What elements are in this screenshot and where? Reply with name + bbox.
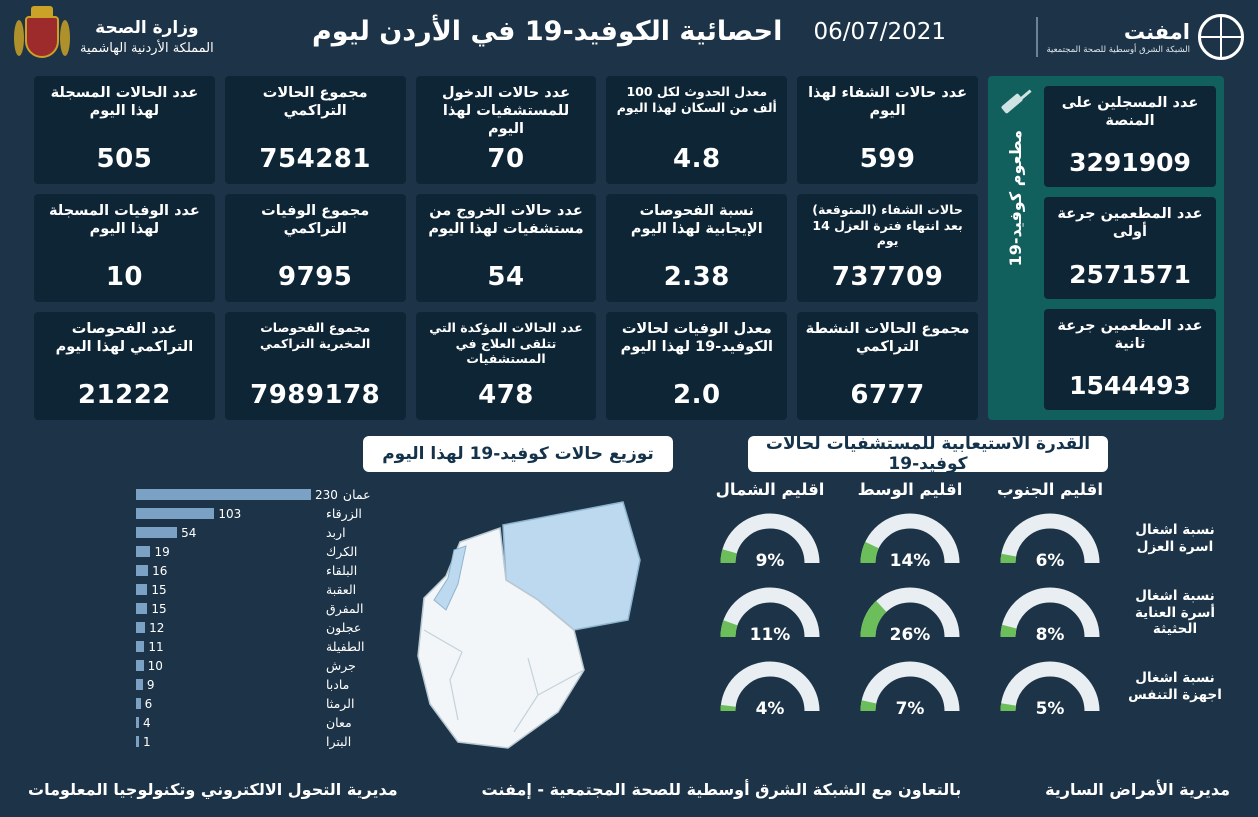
bar-track	[136, 716, 321, 730]
bar-track	[136, 564, 321, 578]
kpi-value: 4.8	[673, 144, 721, 174]
bar-category-label: عمان	[342, 487, 371, 502]
bar-value-label: 10	[147, 658, 163, 673]
bar-row	[136, 505, 386, 522]
vaccine-value: 3291909	[1069, 148, 1191, 178]
kpi-card	[606, 312, 787, 420]
bar-value-label: 1	[143, 734, 151, 749]
bar-fill	[136, 622, 145, 633]
kpi-card	[416, 76, 597, 184]
bar-row	[136, 657, 386, 674]
capacity-row	[700, 653, 1230, 721]
bar-value-label: 16	[152, 563, 168, 578]
bar-row	[136, 581, 386, 598]
bar-category-label: الرمثا	[326, 696, 355, 711]
kpi-label: عدد حالات الشفاء لهذا اليوم	[808, 85, 968, 120]
capacity-gauge	[991, 505, 1109, 573]
bar-track	[136, 507, 321, 521]
bar-value-label: 15	[151, 601, 167, 616]
bar-track	[136, 640, 321, 654]
bar-track	[136, 488, 338, 502]
bar-fill	[136, 717, 139, 728]
bar-category-label: البلقاء	[326, 563, 358, 578]
bar-category-label: البترا	[326, 734, 352, 749]
kpi-card	[416, 194, 597, 302]
gauge-value: 6%	[1035, 551, 1065, 571]
kpi-card	[797, 194, 978, 302]
kpi-value: 70	[487, 144, 525, 174]
region-header: اقليم الجنوب	[996, 480, 1104, 499]
gauge-value: 5%	[1035, 699, 1065, 719]
kpi-card	[225, 312, 406, 420]
bar-row	[136, 600, 386, 617]
kpi-label: عدد حالات الدخول للمستشفيات لهذا اليوم	[441, 85, 570, 138]
bar-value-label: 12	[149, 620, 165, 635]
capacity-gauge	[851, 579, 969, 647]
bar-category-label: جرش	[326, 658, 356, 673]
kpi-value: 599	[859, 144, 916, 174]
bar-track	[136, 602, 321, 616]
gauge-value: 26%	[889, 625, 931, 645]
bar-row	[136, 676, 386, 693]
kpi-value: 6777	[850, 380, 925, 410]
capacity-row-label: نسبة اشغال اجهزة التنفس	[1128, 670, 1222, 703]
bar-fill	[136, 565, 148, 576]
kpi-column-4	[606, 76, 787, 420]
gauge-cell	[840, 505, 980, 573]
gauge-value: 4%	[755, 699, 785, 719]
kpi-value: 10	[105, 262, 143, 292]
brand-name: امفنت	[1123, 19, 1190, 44]
vaccine-label: عدد المطعمين جرعة ثانية	[1057, 317, 1203, 352]
capacity-gauge	[711, 579, 829, 647]
capacity-gauge	[711, 505, 829, 573]
bar-category-label: الطفيلة	[326, 639, 365, 654]
kpi-value: 754281	[259, 144, 371, 174]
logo-divider	[1036, 17, 1038, 57]
governorate-bar-chart	[136, 486, 386, 771]
kpi-label: حالات الشفاء (المتوقعة) بعد انتهاء فترة العزل 14 يوم	[812, 202, 963, 249]
report-date: 06/07/2021	[813, 18, 947, 45]
bar-category-label: العقبة	[326, 582, 357, 597]
bar-row	[136, 524, 386, 541]
emphnet-logo	[1036, 14, 1244, 60]
capacity-row	[700, 505, 1230, 573]
kpi-card	[34, 312, 215, 420]
kpi-value: 478	[478, 380, 534, 410]
kpi-label: مجموع الحالات التراكمي	[262, 85, 368, 120]
capacity-section-title: القدرة الاستيعابية للمستشفيات لحالات كوفيد-19	[748, 436, 1108, 472]
bar-category-label: اربد	[326, 525, 346, 540]
bar-category-label: مادبا	[326, 677, 350, 692]
vaccine-side-label: مطعوم كوفيد-19	[1006, 130, 1026, 267]
region-header: اقليم الشمال	[715, 480, 825, 499]
capacity-row	[700, 579, 1230, 647]
kpi-label: مجموع الوفيات التراكمي	[261, 203, 370, 238]
capacity-header-row	[700, 480, 1230, 499]
footer-left: مديرية التحول الالكتروني وتكنولوجيا المعلومات	[28, 779, 398, 799]
kpi-label: مجموع الحالات النشطة التراكمي	[805, 321, 970, 356]
kpi-card	[34, 76, 215, 184]
bar-fill	[136, 584, 147, 595]
kpi-value: 21222	[77, 380, 171, 410]
capacity-gauge	[991, 653, 1109, 721]
gauge-value: 8%	[1035, 625, 1065, 645]
capacity-row-label: نسبة اشغال أسرة العناية الحثيثة	[1134, 587, 1216, 638]
bar-fill	[136, 698, 141, 709]
gauge-value: 9%	[755, 551, 785, 571]
kpi-card	[225, 194, 406, 302]
bar-value-label: 9	[146, 677, 155, 692]
bar-value-label: 6	[144, 696, 153, 711]
gauge-cell	[980, 653, 1120, 721]
kpi-column-5	[797, 76, 978, 420]
bar-fill	[136, 527, 177, 538]
kpi-card	[225, 76, 406, 184]
vaccine-card	[1044, 86, 1216, 187]
bar-value-label: 230	[315, 487, 338, 502]
kpi-label: عدد الوفيات المسجلة لهذا اليوم	[48, 203, 200, 238]
vaccine-card	[1044, 309, 1216, 410]
bar-value-label: 4	[143, 715, 151, 730]
bar-track	[136, 526, 321, 540]
bar-row	[136, 695, 386, 712]
brand-subtitle: الشبكة الشرق أوسطية للصحة المجتمعية	[1046, 44, 1190, 55]
jordan-crest-icon	[14, 6, 70, 68]
gauge-cell	[700, 505, 840, 573]
gauge-value: 7%	[895, 699, 925, 719]
bar-fill	[136, 508, 214, 519]
bar-category-label: معان	[326, 715, 352, 730]
gauge-value: 11%	[749, 625, 791, 645]
bar-fill	[136, 546, 150, 557]
kpi-value: 505	[96, 144, 153, 174]
bar-fill	[136, 489, 311, 500]
footer-center: بالتعاون مع الشبكة الشرق أوسطية للصحة المجتمعية - إمفنت	[481, 779, 962, 799]
bar-value-label: 19	[154, 544, 170, 559]
bar-value-label: 15	[151, 582, 167, 597]
bar-row	[136, 714, 386, 731]
bar-track	[136, 621, 321, 635]
kpi-column-2	[225, 76, 406, 420]
syringe-icon	[999, 90, 1033, 124]
bar-row	[136, 638, 386, 655]
bar-row	[136, 733, 386, 750]
kpi-value: 737709	[831, 262, 944, 292]
jordan-map	[388, 480, 678, 780]
ministry-name: وزارة الصحة	[95, 17, 199, 38]
kpi-label: معدل الوفيات لحالات الكوفيد-19 لهذا اليوم	[620, 321, 774, 356]
kpi-card	[34, 194, 215, 302]
kpi-card	[416, 312, 597, 420]
kpi-value: 9795	[278, 262, 353, 292]
kpi-value: 54	[487, 262, 525, 292]
kpi-label: عدد الحالات المؤكدة التي تتلقى العلاج في المستشفيات	[429, 320, 583, 367]
bar-row	[136, 619, 386, 636]
bar-value-label: 54	[181, 525, 197, 540]
distribution-section-title: توزيع حالات كوفيد-19 لهذا اليوم	[363, 436, 673, 472]
title-text: احصائية الكوفيد-19 في الأردن ليوم	[311, 16, 783, 47]
vaccine-value: 2571571	[1069, 259, 1191, 289]
kingdom-name: المملكة الأردنية الهاشمية	[80, 40, 214, 56]
bar-track	[136, 659, 321, 673]
ministry-block	[14, 6, 214, 68]
kpi-label: مجموع الفحوصات المخبرية التراكمي	[260, 320, 371, 351]
vaccine-card	[1044, 197, 1216, 298]
region-header: اقليم الوسط	[857, 480, 963, 499]
bar-row	[136, 486, 386, 503]
bar-value-label: 11	[148, 639, 164, 654]
capacity-gauge	[851, 505, 969, 573]
kpi-label: عدد حالات الخروج من مستشفيات لهذا اليوم	[428, 203, 584, 238]
capacity-row-label: نسبة اشغال اسرة العزل	[1135, 522, 1215, 555]
footer	[0, 771, 1258, 807]
header	[0, 0, 1258, 74]
kpi-card	[606, 76, 787, 184]
bar-fill	[136, 603, 147, 614]
kpi-value: 2.0	[673, 380, 721, 410]
kpi-column-3	[416, 76, 597, 420]
globe-icon	[1198, 14, 1244, 60]
bar-category-label: عجلون	[326, 620, 362, 635]
kpi-label: عدد الحالات المسجلة لهذا اليوم	[50, 85, 199, 120]
bar-track	[136, 735, 321, 749]
kpi-grid	[34, 76, 1224, 420]
kpi-column-1	[34, 76, 215, 420]
bar-category-label: المفرق	[326, 601, 364, 616]
kpi-label: معدل الحدوث لكل 100 ألف من السكان لهذا اليوم	[616, 84, 777, 115]
bar-track	[136, 545, 321, 559]
bar-track	[136, 697, 321, 711]
hospital-capacity-panel	[700, 480, 1230, 780]
bar-row	[136, 562, 386, 579]
bar-value-label: 103	[218, 506, 242, 521]
gauge-cell	[700, 653, 840, 721]
bar-row	[136, 543, 386, 560]
bar-category-label: الكرك	[326, 544, 358, 559]
bar-track	[136, 678, 321, 692]
capacity-gauge	[851, 653, 969, 721]
capacity-gauge	[711, 653, 829, 721]
gauge-cell	[840, 653, 980, 721]
gauge-value: 14%	[889, 551, 931, 571]
bar-fill	[136, 660, 144, 671]
footer-right: مديرية الأمراض السارية	[1045, 779, 1230, 799]
gauge-cell	[980, 505, 1120, 573]
kpi-label: عدد الفحوصات التراكمي لهذا اليوم	[55, 321, 194, 356]
kpi-card	[797, 312, 978, 420]
bar-category-label: الزرقاء	[326, 506, 362, 521]
bar-track	[136, 583, 321, 597]
jordan-map-svg	[388, 480, 678, 780]
bar-fill	[136, 736, 139, 747]
kpi-value: 2.38	[663, 262, 730, 292]
gauge-cell	[980, 579, 1120, 647]
kpi-card	[797, 76, 978, 184]
capacity-gauge	[991, 579, 1109, 647]
kpi-label: نسبة الفحوصات الإيجابية لهذا اليوم	[630, 203, 763, 238]
vaccine-panel	[988, 76, 1224, 420]
vaccine-label: عدد المطعمين جرعة أولى	[1057, 206, 1203, 241]
gauge-cell	[840, 579, 980, 647]
gauge-cell	[700, 579, 840, 647]
kpi-value: 7989178	[250, 380, 381, 410]
bar-fill	[136, 679, 143, 690]
vaccine-value: 1544493	[1069, 370, 1191, 400]
bar-fill	[136, 641, 144, 652]
vaccine-label: عدد المسجلين على المنصة	[1061, 95, 1199, 130]
kpi-card	[606, 194, 787, 302]
